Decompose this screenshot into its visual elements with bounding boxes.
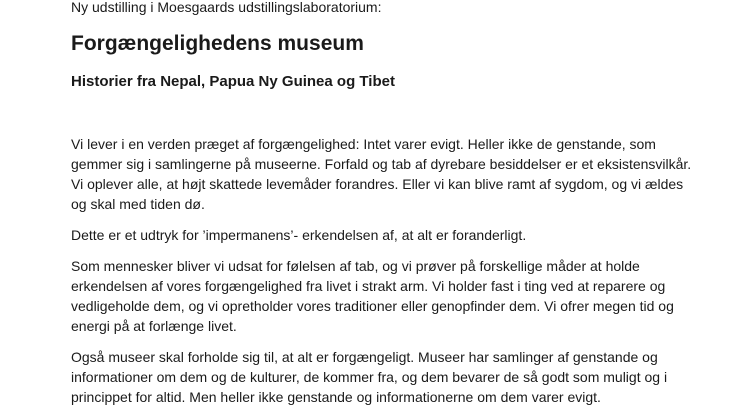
text-line: vedligeholde dem, og vi opretholder vores traditioner eller genopfinder dem. Vi ofrer megen tid og bbox=[71, 298, 674, 314]
document-title: Forgængelighedens museum bbox=[71, 32, 364, 55]
text-line: Som mennesker bliver vi udsat for følelsen af tab, og vi prøver på forskellige måder at holde bbox=[71, 258, 640, 274]
paragraph-impermanence bbox=[71, 225, 681, 245]
text-line: Vi lever i en verden præget af forgængelighed: Intet varer evigt. Heller ikke de genstande, som bbox=[71, 136, 656, 152]
text-line: og skal med tiden dø. bbox=[71, 196, 205, 212]
document-kicker: Ny udstilling i Moesgaards udstillingslaboratorium: bbox=[71, 0, 382, 15]
text-line: informationer om dem og de kulturer, de kommer fra, og dem bevarer de så godt som muligt og i bbox=[71, 369, 668, 385]
paragraph-intro bbox=[71, 134, 692, 214]
paragraph-museums bbox=[71, 347, 681, 407]
text-line: Vi oplever alle, at højt skattede levemåder forandres. Eller vi kan blive ramt af sygdom, og vi ældes bbox=[71, 176, 684, 192]
document-body bbox=[71, 134, 692, 418]
text-line: energi på at forlænge livet. bbox=[71, 318, 237, 334]
document-subtitle: Historier fra Nepal, Papua Ny Guinea og Tibet bbox=[71, 73, 395, 90]
text-line: erkendelsen af vores forgængelighed fra livet i strakt arm. Vi holder fast i ting ved at reparere og bbox=[71, 278, 666, 294]
text-line: gemmer sig i samlingerne på museerne. Forfald og tab af dyrebare besiddelser er et eksistensvilkår. bbox=[71, 156, 692, 172]
text-line: Også museer skal forholde sig til, at alt er forgængeligt. Museer har samlinger af genstande og bbox=[71, 349, 658, 365]
text-line: princippet for altid. Men heller ikke genstande og informationerne om dem varer evigt. bbox=[71, 389, 601, 405]
paragraph-loss bbox=[71, 256, 681, 336]
text-line: Dette er et udtryk for ’impermanens’- erkendelsen af, at alt er foranderligt. bbox=[71, 227, 527, 243]
